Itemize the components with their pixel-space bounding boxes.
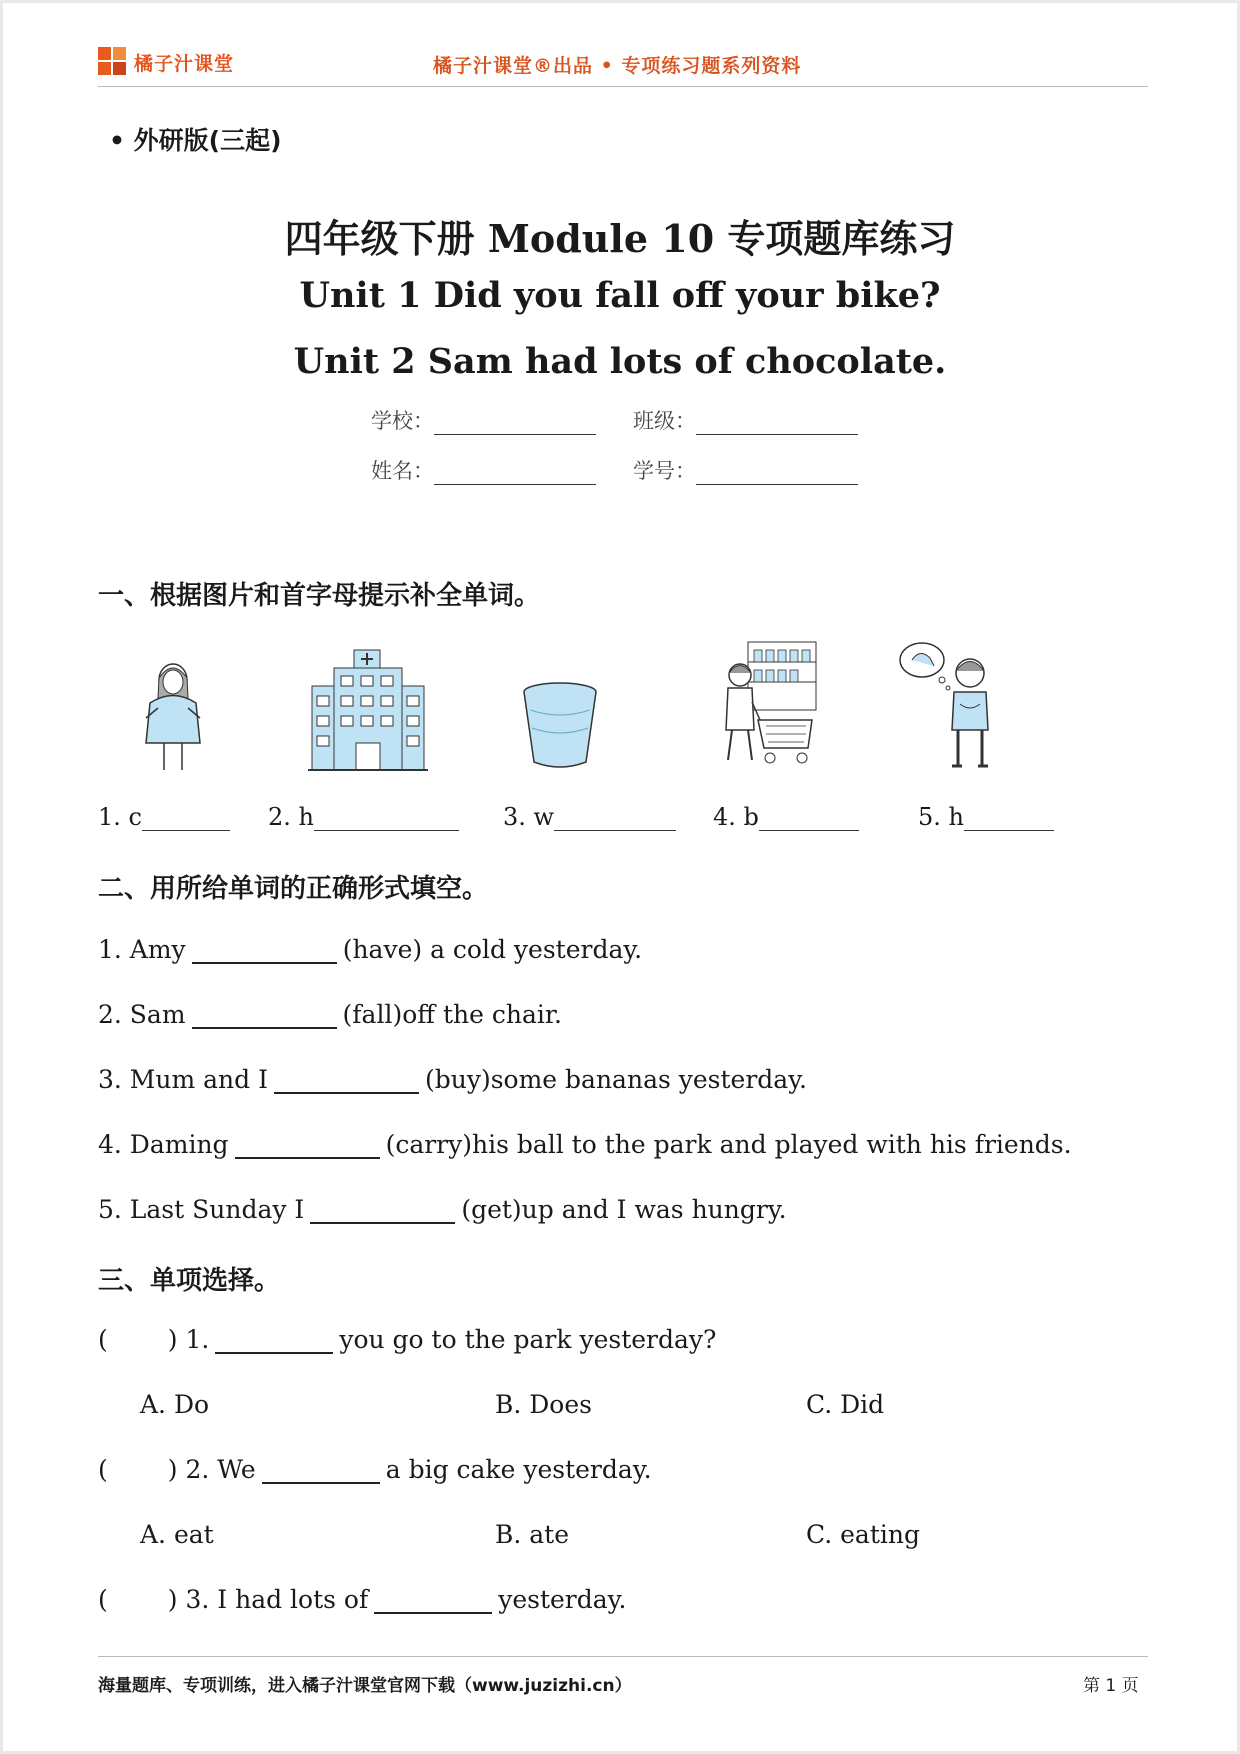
unit1-title: Unit 1 Did you fall off your bike?: [299, 275, 941, 316]
school-field[interactable]: [371, 405, 596, 435]
section1-heading: 一、根据图片和首字母提示补全单词。: [98, 581, 541, 611]
fill-question-4: 4. Daming (carry)his ball to the park and played with his friends.: [98, 1130, 1072, 1159]
header-divider: [98, 86, 1148, 87]
edition-label: • 外研版(三起): [109, 126, 282, 155]
page-number: 第 1 页: [1083, 1676, 1139, 1696]
hungry-boy-icon: [898, 638, 1003, 773]
girl-with-cold-icon: [128, 658, 218, 773]
logo-icon: [98, 47, 128, 77]
section2-heading: 二、用所给单词的正确形式填空。: [98, 874, 489, 904]
answer-4[interactable]: 4. b: [713, 803, 859, 831]
answer-3[interactable]: 3. w: [503, 803, 676, 831]
brand-logo: [98, 47, 234, 77]
choice-question-3: ( ) 3. I had lots of yesterday.: [98, 1585, 627, 1614]
water-glass-icon: [520, 680, 600, 770]
fill-blank-3[interactable]: [274, 1066, 419, 1094]
brand-name: 橘子汁课堂: [134, 52, 235, 75]
fill-blank-1[interactable]: [192, 936, 337, 964]
fill-question-1: 1. Amy (have) a cold yesterday.: [98, 935, 643, 964]
choice-question-1: ( ) 1. you go to the park yesterday?: [98, 1325, 717, 1354]
school-label: 学校：: [371, 409, 434, 433]
worksheet-page: [3, 3, 1237, 1751]
choice-question-2: ( ) 2. We a big cake yesterday.: [98, 1455, 652, 1484]
name-field[interactable]: [371, 455, 596, 485]
unit2-title: Unit 2 Sam had lots of chocolate.: [293, 341, 947, 382]
choice-blank-2: [262, 1456, 380, 1484]
answer-2[interactable]: 2. h: [268, 803, 459, 831]
choice-blank-3: [374, 1586, 492, 1614]
fill-question-3: 3. Mum and I (buy)some bananas yesterday.: [98, 1065, 807, 1094]
option-2a[interactable]: A. eat: [140, 1520, 214, 1549]
fill-question-2: 2. Sam (fall)off the chair.: [98, 1000, 563, 1029]
answer-5[interactable]: 5. h: [918, 803, 1054, 831]
shopping-boy-icon: [718, 640, 818, 770]
page-title: 四年级下册 Module 10 专项题库练习: [284, 216, 956, 261]
name-label: 姓名：: [371, 459, 434, 483]
choice-blank-1: [215, 1326, 333, 1354]
fill-blank-4[interactable]: [235, 1131, 380, 1159]
option-1a[interactable]: A. Do: [140, 1390, 210, 1419]
footer-divider: [98, 1656, 1148, 1657]
fill-question-5: 5. Last Sunday I (get)up and I was hungry.: [98, 1195, 787, 1224]
option-1c[interactable]: C. Did: [806, 1390, 885, 1419]
class-label: 班级：: [633, 409, 696, 433]
fill-blank-5[interactable]: [310, 1196, 455, 1224]
header-title: 橘子汁课堂®出品 • 专项练习题系列资料: [433, 55, 802, 77]
number-field[interactable]: [633, 455, 858, 485]
section3-heading: 三、单项选择。: [98, 1266, 281, 1296]
footer-note: 海量题库、专项训练，进入橘子汁课堂官网下载（www.juzizhi.cn）: [98, 1676, 632, 1696]
option-2c[interactable]: C. eating: [806, 1520, 920, 1549]
hospital-icon: [308, 648, 428, 773]
option-2b[interactable]: B. ate: [495, 1520, 570, 1549]
answer-1[interactable]: 1. c: [98, 803, 230, 831]
class-field[interactable]: [633, 405, 858, 435]
option-1b[interactable]: B. Does: [495, 1390, 592, 1419]
number-label: 学号：: [633, 459, 696, 483]
fill-blank-2[interactable]: [192, 1001, 337, 1029]
